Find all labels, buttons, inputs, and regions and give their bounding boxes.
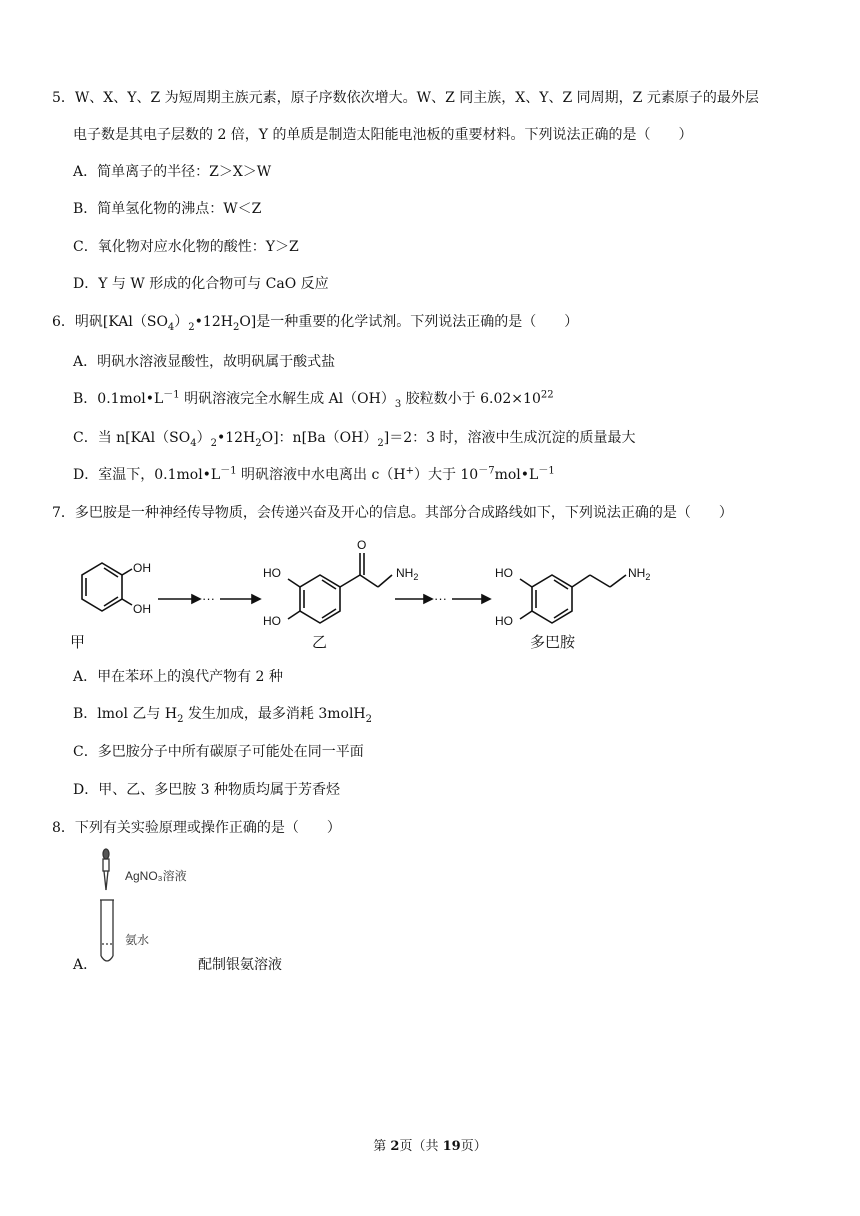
- page-footer: 第 2页（共 19页）: [373, 1139, 487, 1154]
- yi-ho-top: HO: [263, 566, 281, 580]
- q5-stem-line2: 电子数是其电子层数的 2 倍，Y 的单质是制造太阳能电池板的重要材料。下列说法正确的是（ ）: [73, 127, 693, 143]
- yi-nh2: $NH_2$: [396, 566, 419, 582]
- q6-option-d: D．室温下，$0.1mol•L^{-1}$ 明矾溶液中水电离出 c（H+）大于 $10^{-7}mol•L^{-1}$: [73, 465, 555, 483]
- q8-stem: 8．下列有关实验原理或操作正确的是（ ）: [52, 820, 341, 836]
- dopamine-ho-top: HO: [495, 566, 513, 580]
- q5-option-c: C．氧化物对应水化物的酸性：Y＞Z: [73, 239, 299, 255]
- q5-option-b: B．简单氢化物的沸点：W＜Z: [73, 201, 262, 217]
- dopamine-synthesis-scheme: [70, 535, 662, 653]
- dopamine-structure: [520, 575, 626, 623]
- q7-option-b: B．lmol 乙与 $H_2$ 发生加成，最多消耗 3molH$_2$: [73, 706, 373, 725]
- q6-option-a: A．明矾水溶液显酸性，故明矾属于酸式盐: [73, 354, 336, 370]
- label-yi: 乙: [312, 634, 328, 651]
- q8-option-a-caption: 配制银氨溶液: [198, 957, 282, 973]
- q7-option-d: D．甲、乙、多巴胺 3 种物质均属于芳香烃: [73, 782, 341, 798]
- q6-option-b: B．$0.1mol•L^{-1}$ 明矾溶液完全水解生成 $Al(OH)_3$ 胶粒数小于 $6.02\times 10^{22}$: [73, 389, 554, 410]
- jia-oh-bottom: OH: [133, 602, 151, 616]
- q8-option-a-label: A．: [73, 957, 98, 973]
- label-dopamine: 多巴胺: [530, 634, 576, 651]
- q7-stem: 7．多巴胺是一种神经传导物质，会传递兴奋及开心的信息。其部分合成路线如下，下列说法正确的是（ ）: [52, 505, 733, 521]
- dopamine-ho-bottom: HO: [495, 614, 513, 628]
- arrow-1-dots: ···: [202, 591, 215, 606]
- jia-oh-top: OH: [133, 561, 151, 575]
- dropper-icon: [103, 849, 109, 890]
- test-tube-icon: [100, 900, 114, 961]
- label-jia: 甲: [70, 634, 86, 651]
- compound-jia-ring: [82, 563, 132, 611]
- q5-option-a: A．简单离子的半径：Z＞X＞W: [73, 164, 272, 180]
- agno3-label: AgNO₃溶液: [125, 869, 187, 883]
- q7-option-c: C．多巴胺分子中所有碳原子可能处在同一平面: [73, 744, 364, 760]
- q7-option-a: A．甲在苯环上的溴代产物有 2 种: [73, 669, 283, 685]
- yi-ho-bottom: HO: [263, 614, 281, 628]
- q5-option-d: D．Y 与 W 形成的化合物可与 CaO 反应: [73, 276, 329, 292]
- yi-carbonyl-o: O: [357, 538, 367, 552]
- ammonia-label: 氨水: [125, 933, 150, 947]
- compound-yi-structure: [288, 553, 392, 623]
- q5-stem-line1: 5．W、X、Y、Z 为短周期主族元素，原子序数依次增大。W、Z 同主族，X、Y、Z 同周期，Z 元素原子的最外层: [52, 90, 759, 106]
- silver-ammonia-apparatus: [92, 848, 202, 970]
- arrow-2-dots: ···: [434, 591, 447, 606]
- q6-option-c: C．当 $n[KAl(SO_4)_2•12H_2O]$：$n[Ba(OH)_2]=2$：3 时，溶液中生成沉淀的质量最大: [73, 430, 636, 449]
- dopamine-nh2: $NH_2$: [628, 566, 651, 582]
- q6-stem: 6．明矾$[KAl(SO_4)_2•12H_2O]$是一种重要的化学试剂。下列说法正确的是（ ）: [52, 314, 579, 333]
